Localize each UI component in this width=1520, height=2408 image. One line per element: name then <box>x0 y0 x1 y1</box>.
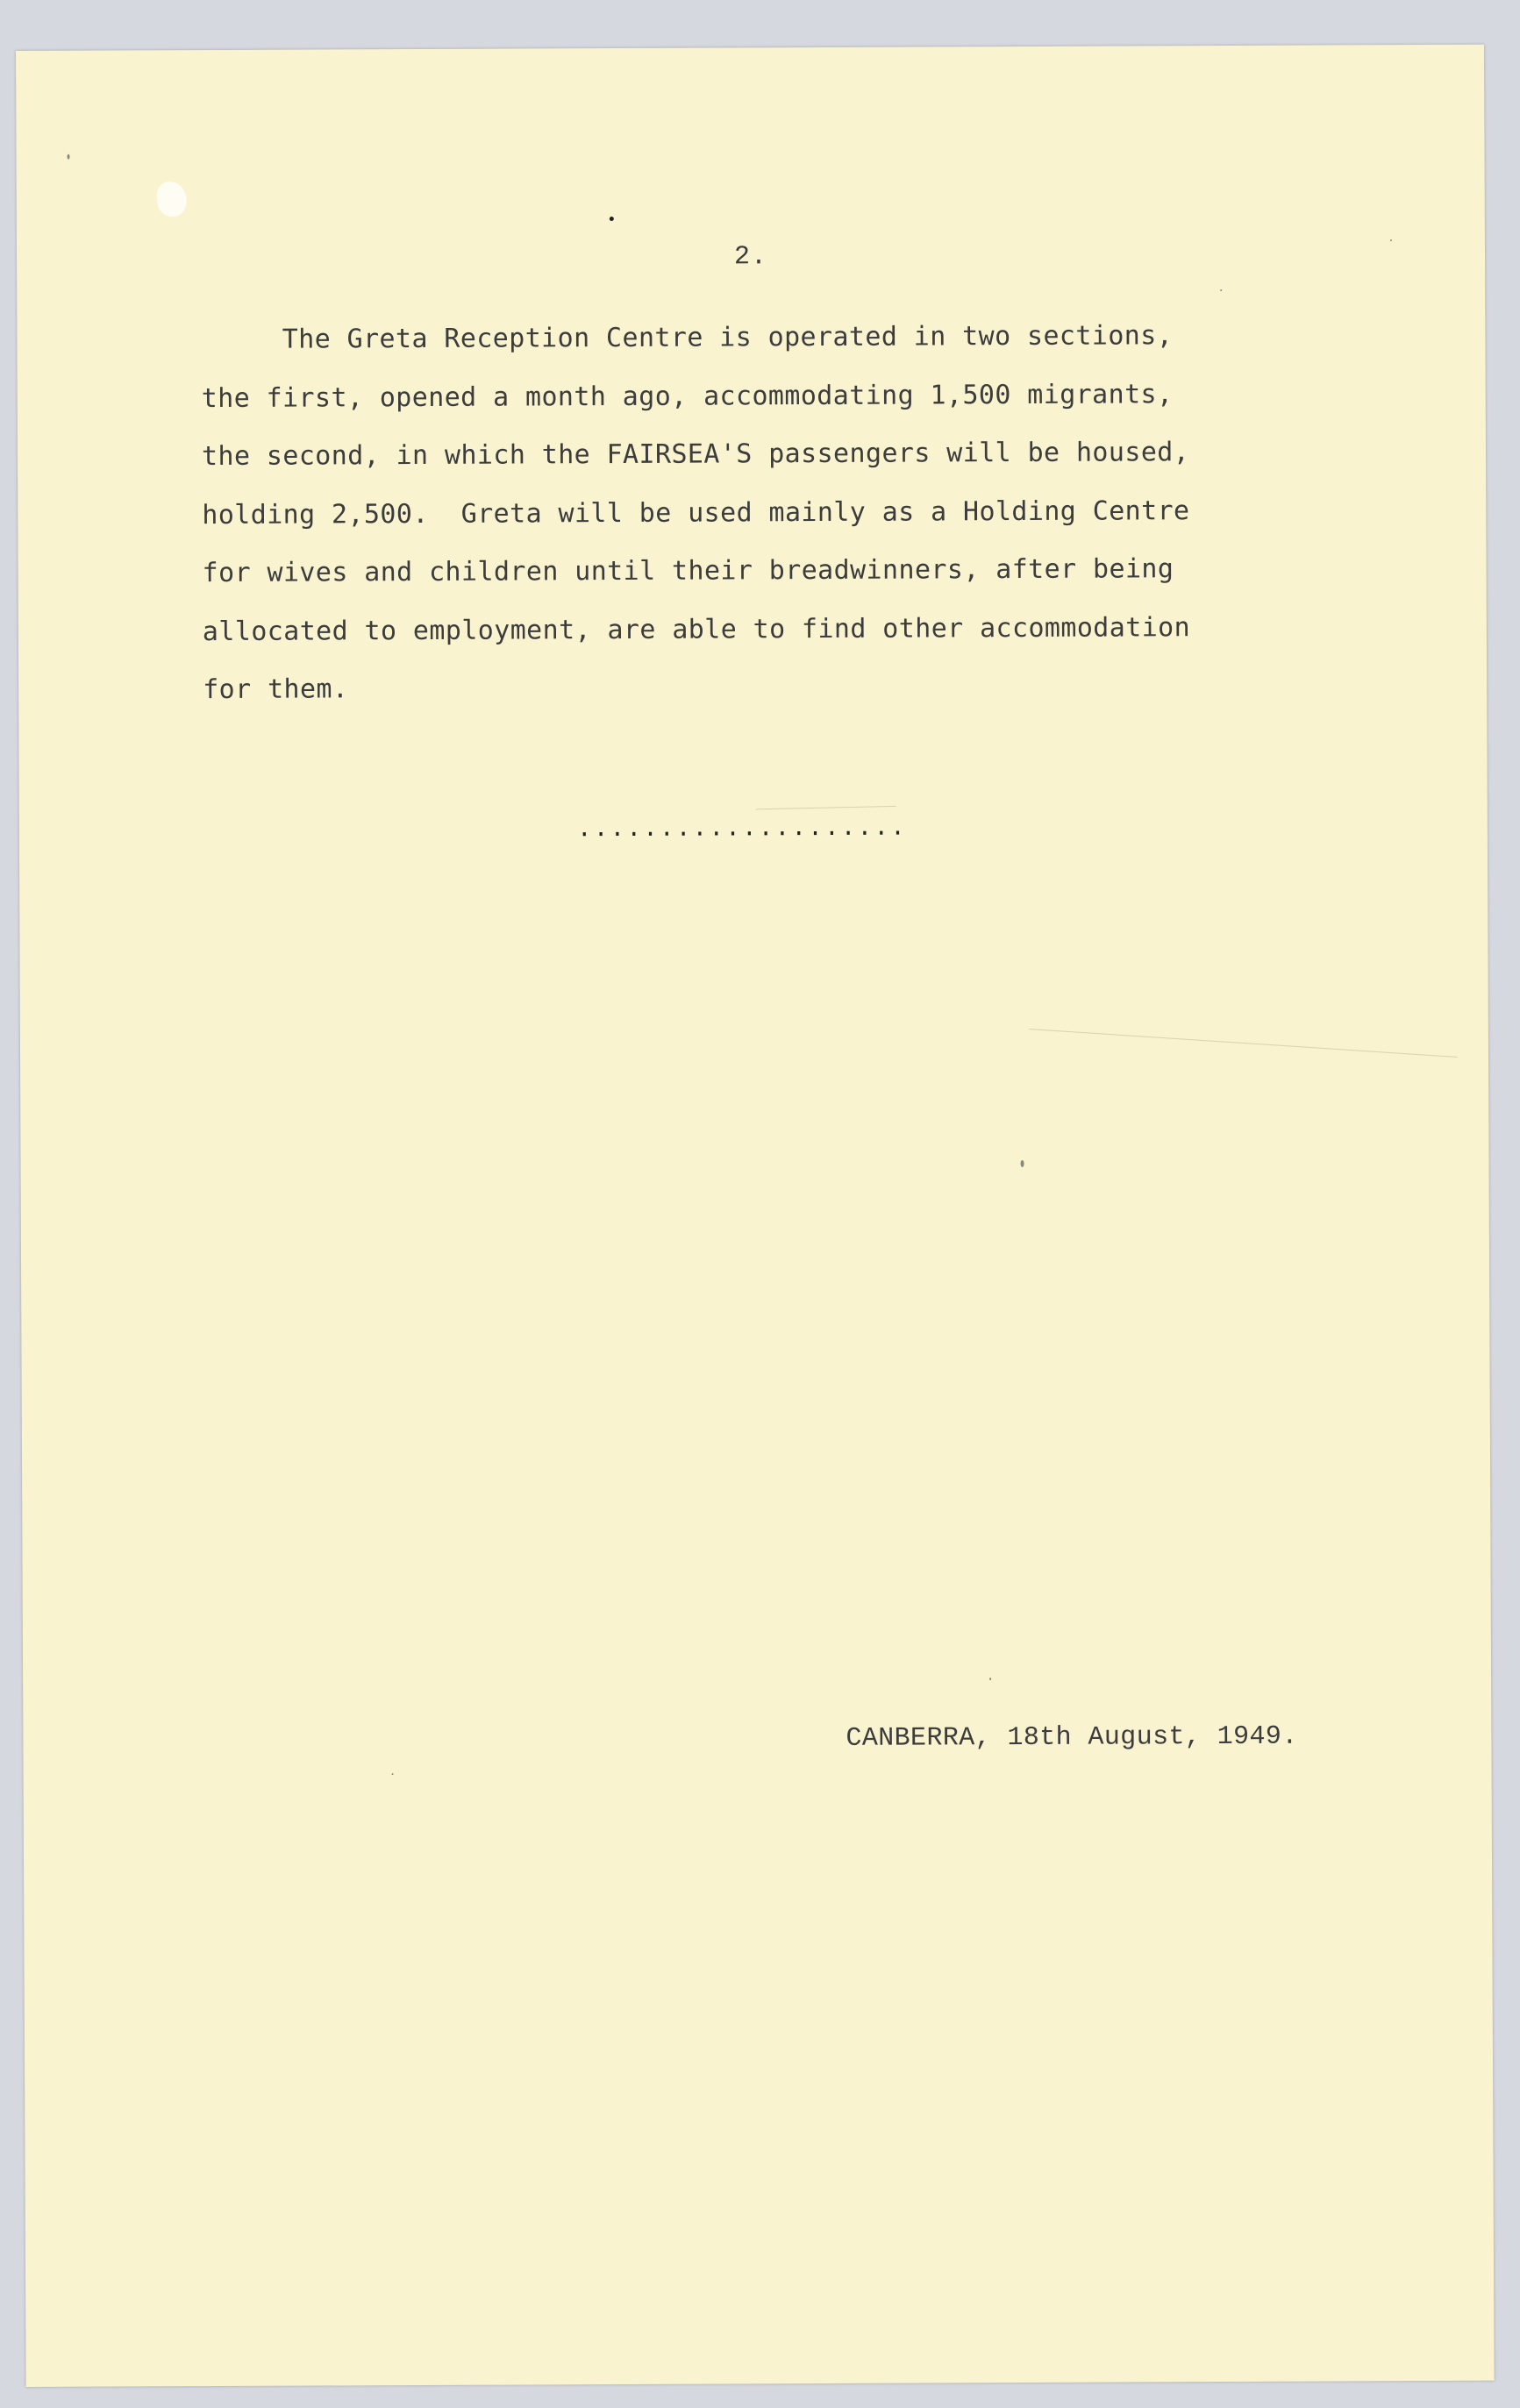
paragraph-line: the second, in which the FAIRSEA'S passengers will be housed, <box>201 437 1190 473</box>
paper-speck <box>68 154 70 160</box>
dateline: CANBERRA, 18th August, 1949. <box>846 1721 1298 1754</box>
document-page <box>16 45 1495 2387</box>
paragraph-line: the first, opened a month ago, accommodating 1,500 migrants, <box>201 378 1174 414</box>
paper-speck <box>392 1773 394 1775</box>
paper-smudge <box>157 182 187 217</box>
paper-scratch <box>1029 1029 1458 1058</box>
paragraph-line: for them. <box>203 673 349 706</box>
paper-speck <box>1021 1160 1024 1167</box>
paragraph-line: for wives and children until their breadwinners, after being <box>202 553 1174 589</box>
paper-speck <box>610 217 614 221</box>
paper-speck <box>989 1678 991 1680</box>
page-number: 2. <box>733 242 768 273</box>
paragraph-line: The Greta Reception Centre is operated in two sections, <box>201 320 1174 356</box>
paragraph-line: allocated to employment, are able to find other accommodation <box>202 611 1191 647</box>
paper-scratch <box>756 806 896 809</box>
paragraph-line: holding 2,500. Greta will be used mainly as a Holding Centre <box>202 495 1190 531</box>
body-paragraph <box>201 306 1343 719</box>
paper-speck <box>1220 289 1222 291</box>
section-separator: .................... <box>576 815 908 844</box>
